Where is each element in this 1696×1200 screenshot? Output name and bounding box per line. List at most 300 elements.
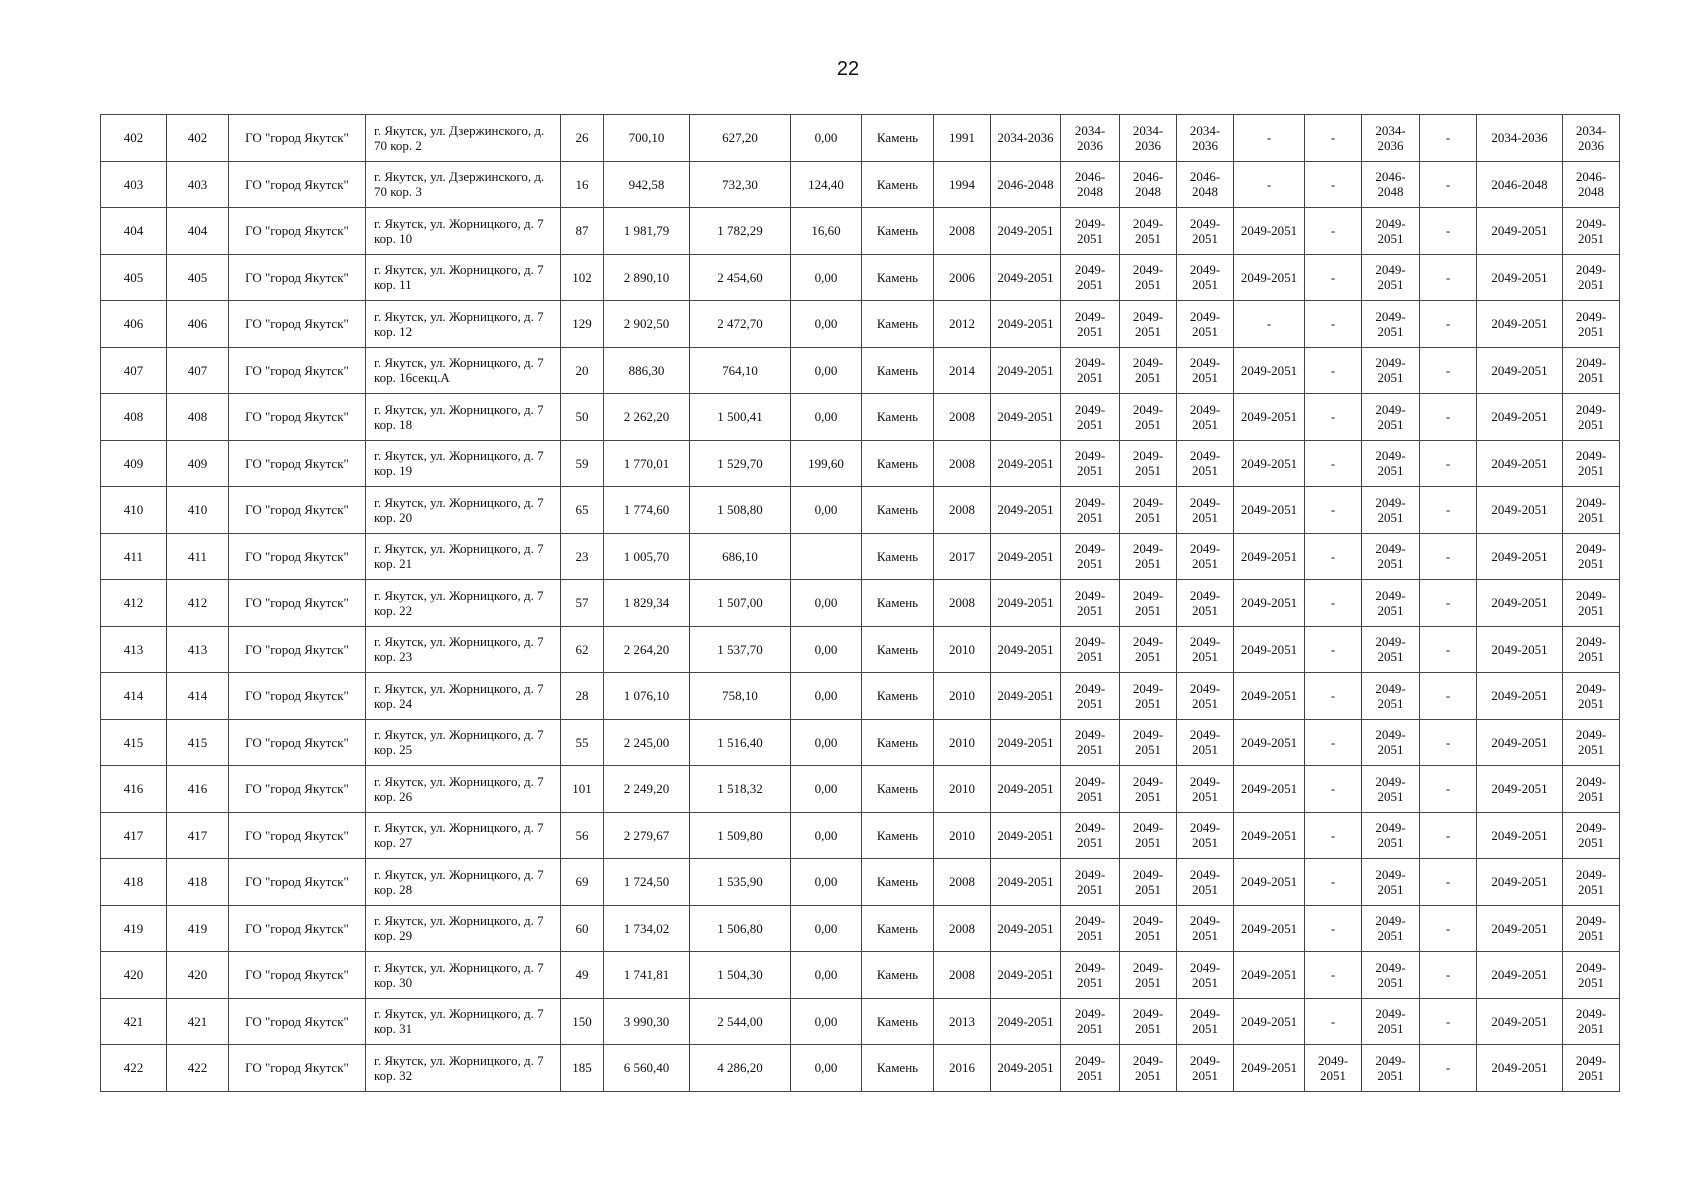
table-cell: 0,00 bbox=[791, 626, 862, 673]
table-cell: 1994 bbox=[934, 161, 991, 208]
table-cell: - bbox=[1305, 347, 1362, 394]
table-cell: 411 bbox=[101, 533, 167, 580]
table-cell: 1 734,02 bbox=[604, 905, 690, 952]
table-cell: 2049-2051 bbox=[1061, 394, 1120, 441]
table-cell: 2049-2051 bbox=[1234, 812, 1305, 859]
table-cell: - bbox=[1420, 254, 1477, 301]
table-cell: 2049-2051 bbox=[1362, 301, 1420, 348]
table-row bbox=[101, 487, 1620, 534]
table-cell: 2049-2051 bbox=[1120, 440, 1177, 487]
table-cell: 415 bbox=[167, 719, 229, 766]
table-cell: 0,00 bbox=[791, 719, 862, 766]
table-cell: 2049-2051 bbox=[1234, 394, 1305, 441]
table-cell: 409 bbox=[167, 440, 229, 487]
table-cell: - bbox=[1305, 440, 1362, 487]
table-cell: 2008 bbox=[934, 952, 991, 999]
table-cell: 56 bbox=[561, 812, 604, 859]
table-cell: 2049-2051 bbox=[991, 394, 1061, 441]
table-row bbox=[101, 254, 1620, 301]
table-cell: 2049-2051 bbox=[1061, 487, 1120, 534]
table-cell: г. Якутск, ул. Дзержинского, д. 70 кор. 3 bbox=[366, 161, 561, 208]
table-cell: - bbox=[1305, 580, 1362, 627]
table-cell: 2006 bbox=[934, 254, 991, 301]
table-row bbox=[101, 673, 1620, 720]
table-cell: ГО "город Якутск" bbox=[229, 254, 366, 301]
table-cell: 405 bbox=[101, 254, 167, 301]
table-cell: - bbox=[1305, 301, 1362, 348]
table-cell: 0,00 bbox=[791, 673, 862, 720]
table-cell: 2049-2051 bbox=[1362, 254, 1420, 301]
page-number: 22 bbox=[836, 58, 860, 80]
table-cell: 2049-2051 bbox=[1362, 580, 1420, 627]
table-cell: - bbox=[1305, 115, 1362, 162]
table-row bbox=[101, 719, 1620, 766]
table-cell: 2049-2051 bbox=[1477, 347, 1563, 394]
table-cell: 23 bbox=[561, 533, 604, 580]
table-cell: Камень bbox=[862, 115, 934, 162]
table-cell: ГО "город Якутск" bbox=[229, 394, 366, 441]
table-cell: 2049-2051 bbox=[1362, 1045, 1420, 1092]
table-cell: 417 bbox=[101, 812, 167, 859]
table-cell: 2049-2051 bbox=[1234, 208, 1305, 255]
table-cell: 2 454,60 bbox=[690, 254, 791, 301]
table-cell: 2049-2051 bbox=[1061, 905, 1120, 952]
table-row bbox=[101, 394, 1620, 441]
table-cell: 16,60 bbox=[791, 208, 862, 255]
table-cell: г. Якутск, ул. Жорницкого, д. 7 кор. 12 bbox=[366, 301, 561, 348]
table-cell: 2049-2051 bbox=[1477, 952, 1563, 999]
table-cell: 2049-2051 bbox=[1177, 812, 1234, 859]
table-cell: г. Якутск, ул. Жорницкого, д. 7 кор. 28 bbox=[366, 859, 561, 906]
table-row bbox=[101, 580, 1620, 627]
table-cell: Камень bbox=[862, 812, 934, 859]
table-cell: 0,00 bbox=[791, 766, 862, 813]
table-cell: Камень bbox=[862, 719, 934, 766]
table-cell: 0,00 bbox=[791, 952, 862, 999]
table-cell: 2049-2051 bbox=[1563, 208, 1620, 255]
table-cell: - bbox=[1420, 719, 1477, 766]
table-cell: - bbox=[1420, 347, 1477, 394]
table-cell: Камень bbox=[862, 254, 934, 301]
table-cell: 2049-2051 bbox=[1563, 394, 1620, 441]
table-cell: 2046-2048 bbox=[1362, 161, 1420, 208]
table-cell: 413 bbox=[167, 626, 229, 673]
table-cell: 410 bbox=[101, 487, 167, 534]
table-cell: 2049-2051 bbox=[1563, 673, 1620, 720]
table-cell: - bbox=[1305, 719, 1362, 766]
table-cell: - bbox=[1305, 487, 1362, 534]
table-cell: 2049-2051 bbox=[1061, 440, 1120, 487]
table-cell: 2049-2051 bbox=[1563, 905, 1620, 952]
table-cell: 57 bbox=[561, 580, 604, 627]
table-cell: 2049-2051 bbox=[1362, 766, 1420, 813]
table-cell: 2046-2048 bbox=[1177, 161, 1234, 208]
table-cell: 2049-2051 bbox=[1120, 533, 1177, 580]
table-cell: 2049-2051 bbox=[1305, 1045, 1362, 1092]
table-cell: г. Якутск, ул. Жорницкого, д. 7 кор. 21 bbox=[366, 533, 561, 580]
table-cell: 2 544,00 bbox=[690, 998, 791, 1045]
table-cell: 1 981,79 bbox=[604, 208, 690, 255]
table-cell: ГО "город Якутск" bbox=[229, 998, 366, 1045]
table-cell: г. Якутск, ул. Жорницкого, д. 7 кор. 20 bbox=[366, 487, 561, 534]
table-cell: 2049-2051 bbox=[1120, 719, 1177, 766]
table-cell: - bbox=[1420, 952, 1477, 999]
table-cell: 0,00 bbox=[791, 254, 862, 301]
table-cell: 2049-2051 bbox=[991, 859, 1061, 906]
table-cell: 2049-2051 bbox=[1177, 208, 1234, 255]
table-cell: ГО "город Якутск" bbox=[229, 905, 366, 952]
table-cell: 2049-2051 bbox=[1362, 719, 1420, 766]
table-row bbox=[101, 533, 1620, 580]
table-cell: 2008 bbox=[934, 487, 991, 534]
table-cell: 102 bbox=[561, 254, 604, 301]
table-cell: ГО "город Якутск" bbox=[229, 161, 366, 208]
table-row bbox=[101, 347, 1620, 394]
table-cell: 2049-2051 bbox=[1477, 812, 1563, 859]
table-cell: г. Якутск, ул. Жорницкого, д. 7 кор. 24 bbox=[366, 673, 561, 720]
table-row bbox=[101, 812, 1620, 859]
registry-body bbox=[101, 115, 1620, 1092]
table-cell: 2012 bbox=[934, 301, 991, 348]
table-row bbox=[101, 208, 1620, 255]
table-cell: 2049-2051 bbox=[1177, 254, 1234, 301]
table-cell: 2049-2051 bbox=[1234, 905, 1305, 952]
table-cell: 2049-2051 bbox=[1477, 905, 1563, 952]
table-cell: 2049-2051 bbox=[1362, 440, 1420, 487]
table-cell: Камень bbox=[862, 580, 934, 627]
table-cell: 402 bbox=[167, 115, 229, 162]
table-cell: Камень bbox=[862, 859, 934, 906]
table-cell: 2049-2051 bbox=[1177, 1045, 1234, 1092]
table-cell: 2049-2051 bbox=[1061, 254, 1120, 301]
table-cell: ГО "город Якутск" bbox=[229, 347, 366, 394]
table-cell: 2049-2051 bbox=[1477, 254, 1563, 301]
table-cell: 2049-2051 bbox=[1177, 998, 1234, 1045]
table-cell: 2049-2051 bbox=[1563, 487, 1620, 534]
table-cell: 2049-2051 bbox=[1477, 998, 1563, 1045]
table-cell: 16 bbox=[561, 161, 604, 208]
table-cell: 408 bbox=[101, 394, 167, 441]
table-row bbox=[101, 998, 1620, 1045]
table-cell: 2049-2051 bbox=[1177, 580, 1234, 627]
table-cell: - bbox=[1420, 580, 1477, 627]
table-cell: ГО "город Якутск" bbox=[229, 533, 366, 580]
table-cell: 2010 bbox=[934, 626, 991, 673]
table-cell: 421 bbox=[167, 998, 229, 1045]
table-cell: 2049-2051 bbox=[1362, 626, 1420, 673]
table-cell: 2049-2051 bbox=[1120, 394, 1177, 441]
table-cell: 1 774,60 bbox=[604, 487, 690, 534]
table-cell: 422 bbox=[101, 1045, 167, 1092]
table-cell: 2049-2051 bbox=[1362, 347, 1420, 394]
table-cell: 2046-2048 bbox=[991, 161, 1061, 208]
table-cell: 2049-2051 bbox=[1362, 533, 1420, 580]
table-cell: 2034-2036 bbox=[1120, 115, 1177, 162]
table-cell: 414 bbox=[167, 673, 229, 720]
table-cell: 199,60 bbox=[791, 440, 862, 487]
table-cell: 2034-2036 bbox=[1061, 115, 1120, 162]
table-cell: 2046-2048 bbox=[1061, 161, 1120, 208]
table-cell: 2034-2036 bbox=[1177, 115, 1234, 162]
table-cell: 2049-2051 bbox=[1061, 533, 1120, 580]
table-cell: 50 bbox=[561, 394, 604, 441]
table-cell: 2049-2051 bbox=[1477, 580, 1563, 627]
table-cell: ГО "город Якутск" bbox=[229, 1045, 366, 1092]
table-cell: ГО "город Якутск" bbox=[229, 208, 366, 255]
table-cell: 627,20 bbox=[690, 115, 791, 162]
table-cell: 2049-2051 bbox=[1120, 1045, 1177, 1092]
table-cell: ГО "город Якутск" bbox=[229, 580, 366, 627]
table-cell: 2049-2051 bbox=[1477, 533, 1563, 580]
table-cell: 0,00 bbox=[791, 394, 862, 441]
table-cell: 0,00 bbox=[791, 487, 862, 534]
table-cell: 2 264,20 bbox=[604, 626, 690, 673]
table-row bbox=[101, 301, 1620, 348]
table-cell: - bbox=[1420, 208, 1477, 255]
table-cell: Камень bbox=[862, 161, 934, 208]
table-cell: г. Якутск, ул. Жорницкого, д. 7 кор. 18 bbox=[366, 394, 561, 441]
table-cell: ГО "город Якутск" bbox=[229, 673, 366, 720]
table-row bbox=[101, 859, 1620, 906]
table-cell: 2049-2051 bbox=[1061, 673, 1120, 720]
table-cell: - bbox=[1305, 673, 1362, 720]
table-cell: - bbox=[1420, 440, 1477, 487]
table-cell: - bbox=[1234, 301, 1305, 348]
table-cell: Камень bbox=[862, 766, 934, 813]
table-cell: 405 bbox=[167, 254, 229, 301]
table-cell: 2 890,10 bbox=[604, 254, 690, 301]
table-cell: г. Якутск, ул. Жорницкого, д. 7 кор. 32 bbox=[366, 1045, 561, 1092]
table-cell: 2049-2051 bbox=[1234, 533, 1305, 580]
table-cell: 2049-2051 bbox=[1061, 812, 1120, 859]
table-cell: 2049-2051 bbox=[1120, 859, 1177, 906]
table-cell: 2049-2051 bbox=[991, 905, 1061, 952]
table-cell: - bbox=[1420, 766, 1477, 813]
table-cell: 2049-2051 bbox=[1563, 580, 1620, 627]
table-cell: 1 724,50 bbox=[604, 859, 690, 906]
table-cell: 2049-2051 bbox=[1563, 254, 1620, 301]
table-cell: 2049-2051 bbox=[991, 626, 1061, 673]
table-cell: 2049-2051 bbox=[1362, 998, 1420, 1045]
table-cell: 416 bbox=[101, 766, 167, 813]
table-cell: 124,40 bbox=[791, 161, 862, 208]
table-cell: 2049-2051 bbox=[1177, 533, 1234, 580]
table-cell: 2008 bbox=[934, 905, 991, 952]
table-cell: 2049-2051 bbox=[1362, 812, 1420, 859]
table-cell: г. Якутск, ул. Жорницкого, д. 7 кор. 10 bbox=[366, 208, 561, 255]
table-cell: 59 bbox=[561, 440, 604, 487]
table-cell: 2049-2051 bbox=[1563, 1045, 1620, 1092]
table-cell: 2034-2036 bbox=[1477, 115, 1563, 162]
table-cell: 2049-2051 bbox=[1120, 487, 1177, 534]
table-cell: 2049-2051 bbox=[1362, 394, 1420, 441]
table-cell: 2049-2051 bbox=[1563, 766, 1620, 813]
table-cell: г. Якутск, ул. Жорницкого, д. 7 кор. 23 bbox=[366, 626, 561, 673]
table-cell: 686,10 bbox=[690, 533, 791, 580]
table-cell: 1 508,80 bbox=[690, 487, 791, 534]
table-cell: 2049-2051 bbox=[1120, 998, 1177, 1045]
table-cell: 2049-2051 bbox=[1234, 998, 1305, 1045]
table-cell: 2049-2051 bbox=[1061, 580, 1120, 627]
table-row bbox=[101, 952, 1620, 999]
table-cell: 413 bbox=[101, 626, 167, 673]
table-cell: 0,00 bbox=[791, 1045, 862, 1092]
table-cell: 2034-2036 bbox=[1362, 115, 1420, 162]
table-cell: ГО "город Якутск" bbox=[229, 859, 366, 906]
table-cell: 2049-2051 bbox=[1234, 626, 1305, 673]
table-cell: ГО "город Якутск" bbox=[229, 812, 366, 859]
table-cell: 2008 bbox=[934, 394, 991, 441]
table-cell: 2049-2051 bbox=[1477, 626, 1563, 673]
table-cell: 2049-2051 bbox=[991, 998, 1061, 1045]
table-cell: 415 bbox=[101, 719, 167, 766]
table-cell: 758,10 bbox=[690, 673, 791, 720]
table-cell: 2049-2051 bbox=[991, 347, 1061, 394]
table-cell: г. Якутск, ул. Жорницкого, д. 7 кор. 11 bbox=[366, 254, 561, 301]
table-cell: Камень bbox=[862, 347, 934, 394]
table-cell: - bbox=[1305, 812, 1362, 859]
table-cell: 0,00 bbox=[791, 115, 862, 162]
table-cell: 404 bbox=[167, 208, 229, 255]
table-cell: 2049-2051 bbox=[1362, 208, 1420, 255]
table-row bbox=[101, 905, 1620, 952]
table-cell: - bbox=[1305, 905, 1362, 952]
table-cell: 2049-2051 bbox=[1061, 347, 1120, 394]
table-cell: 62 bbox=[561, 626, 604, 673]
table-cell: 1 504,30 bbox=[690, 952, 791, 999]
table-cell: 101 bbox=[561, 766, 604, 813]
table-cell: 2049-2051 bbox=[991, 208, 1061, 255]
table-cell: 0,00 bbox=[791, 301, 862, 348]
table-cell: - bbox=[1420, 394, 1477, 441]
table-cell: 2049-2051 bbox=[1477, 440, 1563, 487]
table-cell: 2049-2051 bbox=[1177, 301, 1234, 348]
table-cell: - bbox=[1305, 208, 1362, 255]
table-cell: 1 829,34 bbox=[604, 580, 690, 627]
table-cell: 2049-2051 bbox=[1061, 766, 1120, 813]
table-cell: 87 bbox=[561, 208, 604, 255]
table-cell: 2049-2051 bbox=[1177, 905, 1234, 952]
table-cell: ГО "город Якутск" bbox=[229, 301, 366, 348]
table-cell: г. Якутск, ул. Жорницкого, д. 7 кор. 22 bbox=[366, 580, 561, 627]
table-cell: 2049-2051 bbox=[991, 580, 1061, 627]
table-cell: 2049-2051 bbox=[1177, 440, 1234, 487]
table-cell: ГО "город Якутск" bbox=[229, 766, 366, 813]
table-cell: - bbox=[1234, 161, 1305, 208]
table-cell: 419 bbox=[101, 905, 167, 952]
table-cell: 2049-2051 bbox=[1120, 766, 1177, 813]
table-cell: 2013 bbox=[934, 998, 991, 1045]
table-cell: Камень bbox=[862, 1045, 934, 1092]
table-cell: г. Якутск, ул. Жорницкого, д. 7 кор. 27 bbox=[366, 812, 561, 859]
table-cell: 2049-2051 bbox=[991, 719, 1061, 766]
table-cell: 2049-2051 bbox=[1362, 487, 1420, 534]
table-cell: 2049-2051 bbox=[1477, 301, 1563, 348]
table-cell: г. Якутск, ул. Жорницкого, д. 7 кор. 16секц.А bbox=[366, 347, 561, 394]
table-cell: - bbox=[1305, 533, 1362, 580]
table-cell: 2049-2051 bbox=[1477, 487, 1563, 534]
table-cell: 1 782,29 bbox=[690, 208, 791, 255]
table-cell: Камень bbox=[862, 208, 934, 255]
table-cell: 55 bbox=[561, 719, 604, 766]
table-cell: г. Якутск, ул. Жорницкого, д. 7 кор. 31 bbox=[366, 998, 561, 1045]
table-cell: 2049-2051 bbox=[1362, 952, 1420, 999]
table-cell: - bbox=[1305, 161, 1362, 208]
table-cell: 2049-2051 bbox=[1177, 673, 1234, 720]
table-cell: 2049-2051 bbox=[1177, 487, 1234, 534]
table-cell: ГО "город Якутск" bbox=[229, 952, 366, 999]
table-cell: 409 bbox=[101, 440, 167, 487]
table-cell: г. Якутск, ул. Жорницкого, д. 7 кор. 29 bbox=[366, 905, 561, 952]
table-cell: 403 bbox=[101, 161, 167, 208]
table-cell: Камень bbox=[862, 394, 934, 441]
table-cell: - bbox=[1420, 998, 1477, 1045]
table-cell: ГО "город Якутск" bbox=[229, 440, 366, 487]
table-cell: Камень bbox=[862, 952, 934, 999]
table-cell: 2049-2051 bbox=[991, 254, 1061, 301]
table-cell: 2049-2051 bbox=[991, 1045, 1061, 1092]
table-cell: - bbox=[1420, 161, 1477, 208]
table-cell: 2049-2051 bbox=[1120, 812, 1177, 859]
table-cell: 2049-2051 bbox=[1177, 766, 1234, 813]
table-cell: 2049-2051 bbox=[1477, 859, 1563, 906]
table-cell: 2049-2051 bbox=[1477, 394, 1563, 441]
table-cell: - bbox=[1420, 626, 1477, 673]
table-cell: 942,58 bbox=[604, 161, 690, 208]
table-cell: 2 245,00 bbox=[604, 719, 690, 766]
table-cell: 2 472,70 bbox=[690, 301, 791, 348]
table-cell: 69 bbox=[561, 859, 604, 906]
table-cell: 2049-2051 bbox=[1234, 719, 1305, 766]
table-cell: - bbox=[1234, 115, 1305, 162]
table-cell: 411 bbox=[167, 533, 229, 580]
table-cell: 422 bbox=[167, 1045, 229, 1092]
table-cell: Камень bbox=[862, 533, 934, 580]
table-cell: 2049-2051 bbox=[991, 673, 1061, 720]
table-cell: Камень bbox=[862, 905, 934, 952]
table-cell: 2049-2051 bbox=[1177, 394, 1234, 441]
table-cell: 418 bbox=[101, 859, 167, 906]
table-cell: 4 286,20 bbox=[690, 1045, 791, 1092]
table-cell: 1 005,70 bbox=[604, 533, 690, 580]
table-cell: 764,10 bbox=[690, 347, 791, 394]
table-cell: 2049-2051 bbox=[1177, 347, 1234, 394]
table-cell: - bbox=[1305, 998, 1362, 1045]
table-cell: 420 bbox=[101, 952, 167, 999]
table-cell: 2049-2051 bbox=[1120, 208, 1177, 255]
table-cell: 2049-2051 bbox=[1061, 1045, 1120, 1092]
table-cell: 417 bbox=[167, 812, 229, 859]
table-cell: 185 bbox=[561, 1045, 604, 1092]
table-cell: 2049-2051 bbox=[1120, 626, 1177, 673]
table-cell: 2014 bbox=[934, 347, 991, 394]
table-cell: 2049-2051 bbox=[1177, 952, 1234, 999]
table-cell: 2049-2051 bbox=[1120, 301, 1177, 348]
table-cell: 2049-2051 bbox=[1362, 673, 1420, 720]
table-cell: 2049-2051 bbox=[1563, 998, 1620, 1045]
table-cell bbox=[791, 533, 862, 580]
table-cell: 410 bbox=[167, 487, 229, 534]
table-cell: 2049-2051 bbox=[1061, 859, 1120, 906]
table-cell: 406 bbox=[101, 301, 167, 348]
table-cell: 2049-2051 bbox=[1061, 626, 1120, 673]
table-row bbox=[101, 766, 1620, 813]
table-cell: 2046-2048 bbox=[1120, 161, 1177, 208]
table-cell: 2049-2051 bbox=[991, 533, 1061, 580]
table-cell: 3 990,30 bbox=[604, 998, 690, 1045]
table-cell: 60 bbox=[561, 905, 604, 952]
table-cell: 2049-2051 bbox=[1061, 301, 1120, 348]
